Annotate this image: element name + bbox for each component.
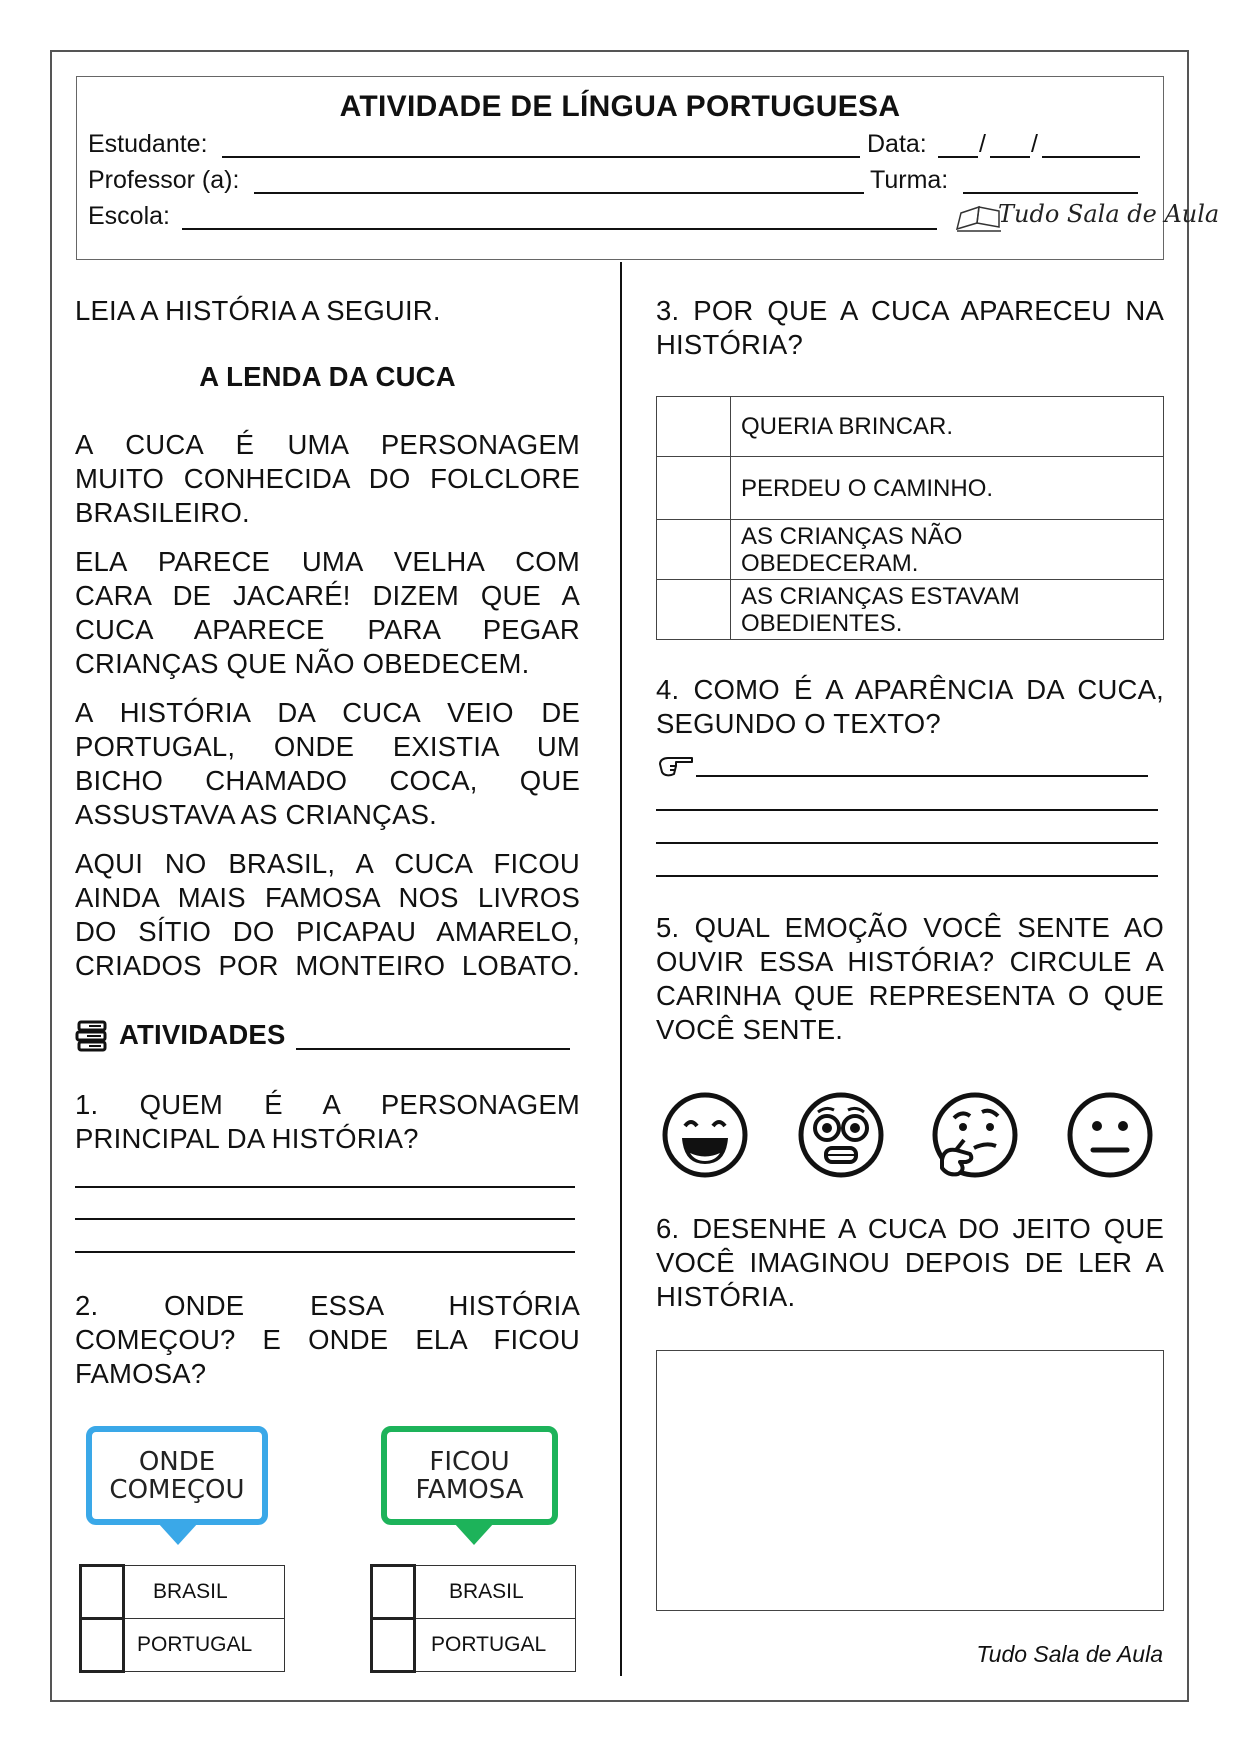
q2-left-options — [79, 1564, 285, 1673]
q4-answer-line-2[interactable] — [656, 809, 1158, 811]
logo-text: Tudo Sala de Aula — [998, 200, 1220, 228]
q2-right-option-row — [372, 1566, 576, 1619]
flushed-face-icon[interactable] — [796, 1090, 886, 1180]
worksheet-title: ATIVIDADE DE LÍNGUA PORTUGUESA — [339, 90, 901, 123]
q1-answer-line-2[interactable] — [75, 1218, 575, 1220]
q4-answer-line-3[interactable] — [656, 842, 1158, 844]
q3-option-row — [657, 580, 1164, 640]
question-1: 1. QUEM É A PERSONAGEM PRINCIPAL DA HISTÓRIA? — [75, 1089, 580, 1154]
q3-options — [656, 396, 1164, 640]
open-book-logo-icon — [955, 203, 1003, 233]
story-paragraph-2: ELA PARECE UMA VELHA COM CARA DE JACARÉ! DIZEM QUE A CUCA APARECE PARA PEGAR CRIANÇAS QUE NÃO OBEDECEM. — [75, 546, 580, 679]
column-divider — [620, 262, 622, 1676]
story-paragraph-1: A CUCA É UMA PERSONAGEM MUITO CONHECIDA DO FOLCLORE BRASILEIRO. — [75, 429, 580, 528]
activities-heading-rule — [296, 1048, 570, 1050]
bubble-onde-comecou-pointer — [158, 1523, 198, 1545]
option-label: AS CRIANÇAS NÃO OBEDECERAM. — [731, 520, 1164, 580]
drawing-area[interactable] — [656, 1350, 1164, 1611]
checkbox[interactable] — [81, 1619, 124, 1672]
question-2: 2. ONDE ESSA HISTÓRIA COMEÇOU? E ONDE ELA FICOU FAMOSA? — [75, 1290, 580, 1389]
checkbox[interactable] — [657, 397, 731, 457]
option-label: PERDEU O CAMINHO. — [731, 457, 1164, 520]
read-instruction: LEIA A HISTÓRIA A SEGUIR. — [75, 295, 441, 326]
student-name-field[interactable] — [222, 156, 860, 158]
bubble-onde-comecou: ONDE COMEÇOU — [86, 1426, 268, 1525]
option-label: AS CRIANÇAS ESTAVAM OBEDIENTES. — [731, 580, 1164, 640]
question-4: 4. COMO É A APARÊNCIA DA CUCA, SEGUNDO O TEXTO? — [656, 674, 1164, 739]
question-6: 6. DESENHE A CUCA DO JEITO QUE VOCÊ IMAGINOU DEPOIS DE LER A HISTÓRIA. — [656, 1213, 1164, 1312]
option-label: QUERIA BRINCAR. — [731, 397, 1164, 457]
q3-option-row — [657, 520, 1164, 580]
date-year-field[interactable] — [1042, 156, 1140, 158]
teacher-label: Professor (a): — [88, 166, 240, 194]
checkbox[interactable] — [81, 1566, 124, 1619]
q2-left-option-row — [81, 1619, 285, 1672]
date-slash-2: / — [1031, 130, 1038, 158]
q1-answer-line-1[interactable] — [75, 1186, 575, 1188]
thinking-face-icon[interactable] — [930, 1090, 1020, 1180]
checkbox[interactable] — [657, 457, 731, 520]
story-title: A LENDA DA CUCA — [199, 361, 456, 392]
q2-right-option-row — [372, 1619, 576, 1672]
date-slash-1: / — [979, 130, 986, 158]
option-label: PORTUGAL — [124, 1619, 285, 1672]
date-day-field[interactable] — [938, 156, 978, 158]
book-stack-icon — [75, 1020, 109, 1052]
question-3: 3. POR QUE A CUCA APARECEU NA HISTÓRIA? — [656, 295, 1164, 360]
q1-answer-line-3[interactable] — [75, 1251, 575, 1253]
checkbox[interactable] — [372, 1566, 415, 1619]
date-label: Data: — [867, 130, 927, 158]
option-label: PORTUGAL — [415, 1619, 576, 1672]
checkbox[interactable] — [657, 520, 731, 580]
grinning-face-icon[interactable] — [660, 1090, 750, 1180]
q2-right-options — [370, 1564, 576, 1673]
school-label: Escola: — [88, 202, 170, 230]
class-field[interactable] — [963, 192, 1138, 194]
neutral-face-icon[interactable] — [1065, 1090, 1155, 1180]
footer-credit: Tudo Sala de Aula — [976, 1641, 1163, 1667]
bubble-ficou-famosa: FICOU FAMOSA — [381, 1426, 558, 1525]
q3-option-row — [657, 457, 1164, 520]
checkbox[interactable] — [372, 1619, 415, 1672]
q4-answer-line-4[interactable] — [656, 875, 1158, 877]
student-label: Estudante: — [88, 130, 208, 158]
q4-answer-line-1[interactable] — [696, 775, 1148, 777]
date-month-field[interactable] — [990, 156, 1030, 158]
class-label: Turma: — [870, 166, 949, 194]
option-label: BRASIL — [124, 1566, 285, 1619]
school-name-field[interactable] — [182, 228, 937, 230]
q3-option-row — [657, 397, 1164, 457]
story-paragraph-4: AQUI NO BRASIL, A CUCA FICOU AINDA MAIS FAMOSA NOS LIVROS DO SÍTIO DO PICAPAU AMARELO, CRIADOS POR MONTEIRO LOBATO. — [75, 848, 580, 981]
q2-left-option-row — [81, 1566, 285, 1619]
checkbox[interactable] — [657, 580, 731, 640]
option-label: BRASIL — [415, 1566, 576, 1619]
question-5: 5. QUAL EMOÇÃO VOCÊ SENTE AO OUVIR ESSA HISTÓRIA? CIRCULE A CARINHA QUE REPRESENTA O QUE VOCÊ SENTE. — [656, 912, 1164, 1045]
pointing-hand-icon — [658, 752, 694, 778]
activities-heading: ATIVIDADES — [119, 1019, 286, 1050]
teacher-name-field[interactable] — [254, 192, 864, 194]
story-paragraph-3: A HISTÓRIA DA CUCA VEIO DE PORTUGAL, ONDE EXISTIA UM BICHO CHAMADO COCA, QUE ASSUSTAVA AS CRIANÇAS. — [75, 697, 580, 830]
bubble-ficou-famosa-pointer — [454, 1523, 494, 1545]
